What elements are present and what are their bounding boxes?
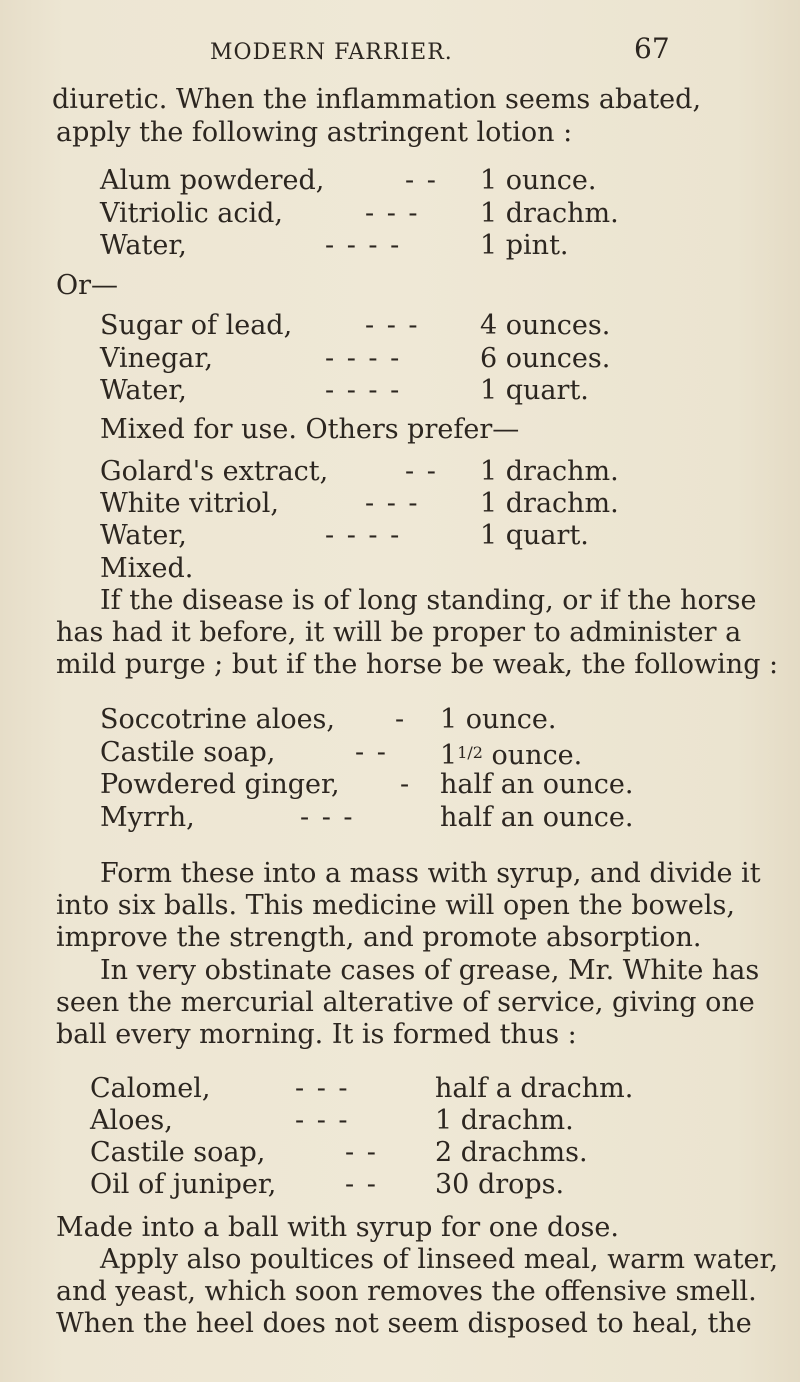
text-line: seen the mercurial alterative of service, giving one [56,987,755,1018]
quantity: $1^{1/2}$ ounce. [440,740,583,771]
leader-dashes: - - - [365,488,420,519]
quantity: 1 ounce. [480,165,597,196]
text-line: Made into a ball with syrup for one dose. [56,1212,619,1243]
leader-dashes: - - [405,456,438,487]
text-line: into six balls. This medicine will open the bowels, [56,890,735,921]
ingredient: Oil of juniper, [90,1169,277,1200]
or-label: Or— [56,270,119,301]
leader-dashes: - - - [295,1073,350,1104]
ingredient: Sugar of lead, [100,310,293,341]
leader-dashes: - - - - [325,343,402,374]
leader-dashes: - - - [365,310,420,341]
leader-dashes: - [400,769,412,800]
leader-dashes: - - [405,165,438,196]
text-line: Mixed for use. Others prefer— [100,414,520,445]
text-line: mild purge ; but if the horse be weak, the following : [56,649,779,680]
quantity: 1 drachm. [480,198,619,229]
quantity: 1 quart. [480,520,589,551]
ingredient: White vitriol, [100,488,279,519]
ingredient: Water, [100,230,187,261]
text-line: Mixed. [100,553,194,584]
ingredient: Castile soap, [90,1137,266,1168]
text-line: apply the following astringent lotion : [56,117,573,148]
ingredient: Vitriolic acid, [100,198,284,229]
quantity: 2 drachms. [435,1137,588,1168]
leader-dashes: - - [355,737,388,768]
text-line: When the heel does not seem disposed to heal, the [56,1308,752,1339]
quantity: 1 ounce. [440,704,557,735]
leader-dashes: - - - [300,802,355,833]
text-line: In very obstinate cases of grease, Mr. White has [100,955,760,986]
leader-dashes: - - - - [325,230,402,261]
text-line: has had it before, it will be proper to administer a [56,617,742,648]
leader-dashes: - - - [365,198,420,229]
ingredient: Aloes, [90,1105,173,1136]
quantity: half an ounce. [440,802,634,833]
quantity: 1 drachm. [480,456,619,487]
ingredient: Calomel, [90,1073,211,1104]
ingredient: Myrrh, [100,802,195,833]
text-line: If the disease is of long standing, or if the horse [100,585,757,616]
ingredient: Water, [100,375,187,406]
text-line: ball every morning. It is formed thus : [56,1019,577,1050]
ingredient: Castile soap, [100,737,276,768]
running-title: MODERN FARRIER. [210,40,453,65]
quantity: half an ounce. [440,769,634,800]
text-line: improve the strength, and promote absorption. [56,922,702,953]
quantity: 6 ounces. [480,343,611,374]
leader-dashes: - - [345,1137,378,1168]
ingredient: Water, [100,520,187,551]
leader-dashes: - [395,704,407,735]
quantity: 4 ounces. [480,310,611,341]
leader-dashes: - - - [295,1105,350,1136]
quantity: 1 pint. [480,230,569,261]
leader-dashes: - - - - [325,520,402,551]
quantity: 1 quart. [480,375,589,406]
quantity: 1 drachm. [480,488,619,519]
quantity: 30 drops. [435,1169,565,1200]
ingredient: Powdered ginger, [100,769,340,800]
quantity: 1 drachm. [435,1105,574,1136]
text-line: Form these into a mass with syrup, and divide it [100,858,761,889]
ingredient: Soccotrine aloes, [100,704,335,735]
text-line: Apply also poultices of linseed meal, warm water, [100,1244,779,1275]
ingredient: Golard's extract, [100,456,329,487]
text-line: diuretic. When the inflammation seems abated, [52,84,702,115]
quantity: half a drachm. [435,1073,634,1104]
leader-dashes: - - [345,1169,378,1200]
leader-dashes: - - - - [325,375,402,406]
ingredient: Alum powdered, [100,165,325,196]
ingredient: Vinegar, [100,343,213,374]
text-line: and yeast, which soon removes the offensive smell. [56,1276,757,1307]
page-number: 67 [634,32,670,65]
